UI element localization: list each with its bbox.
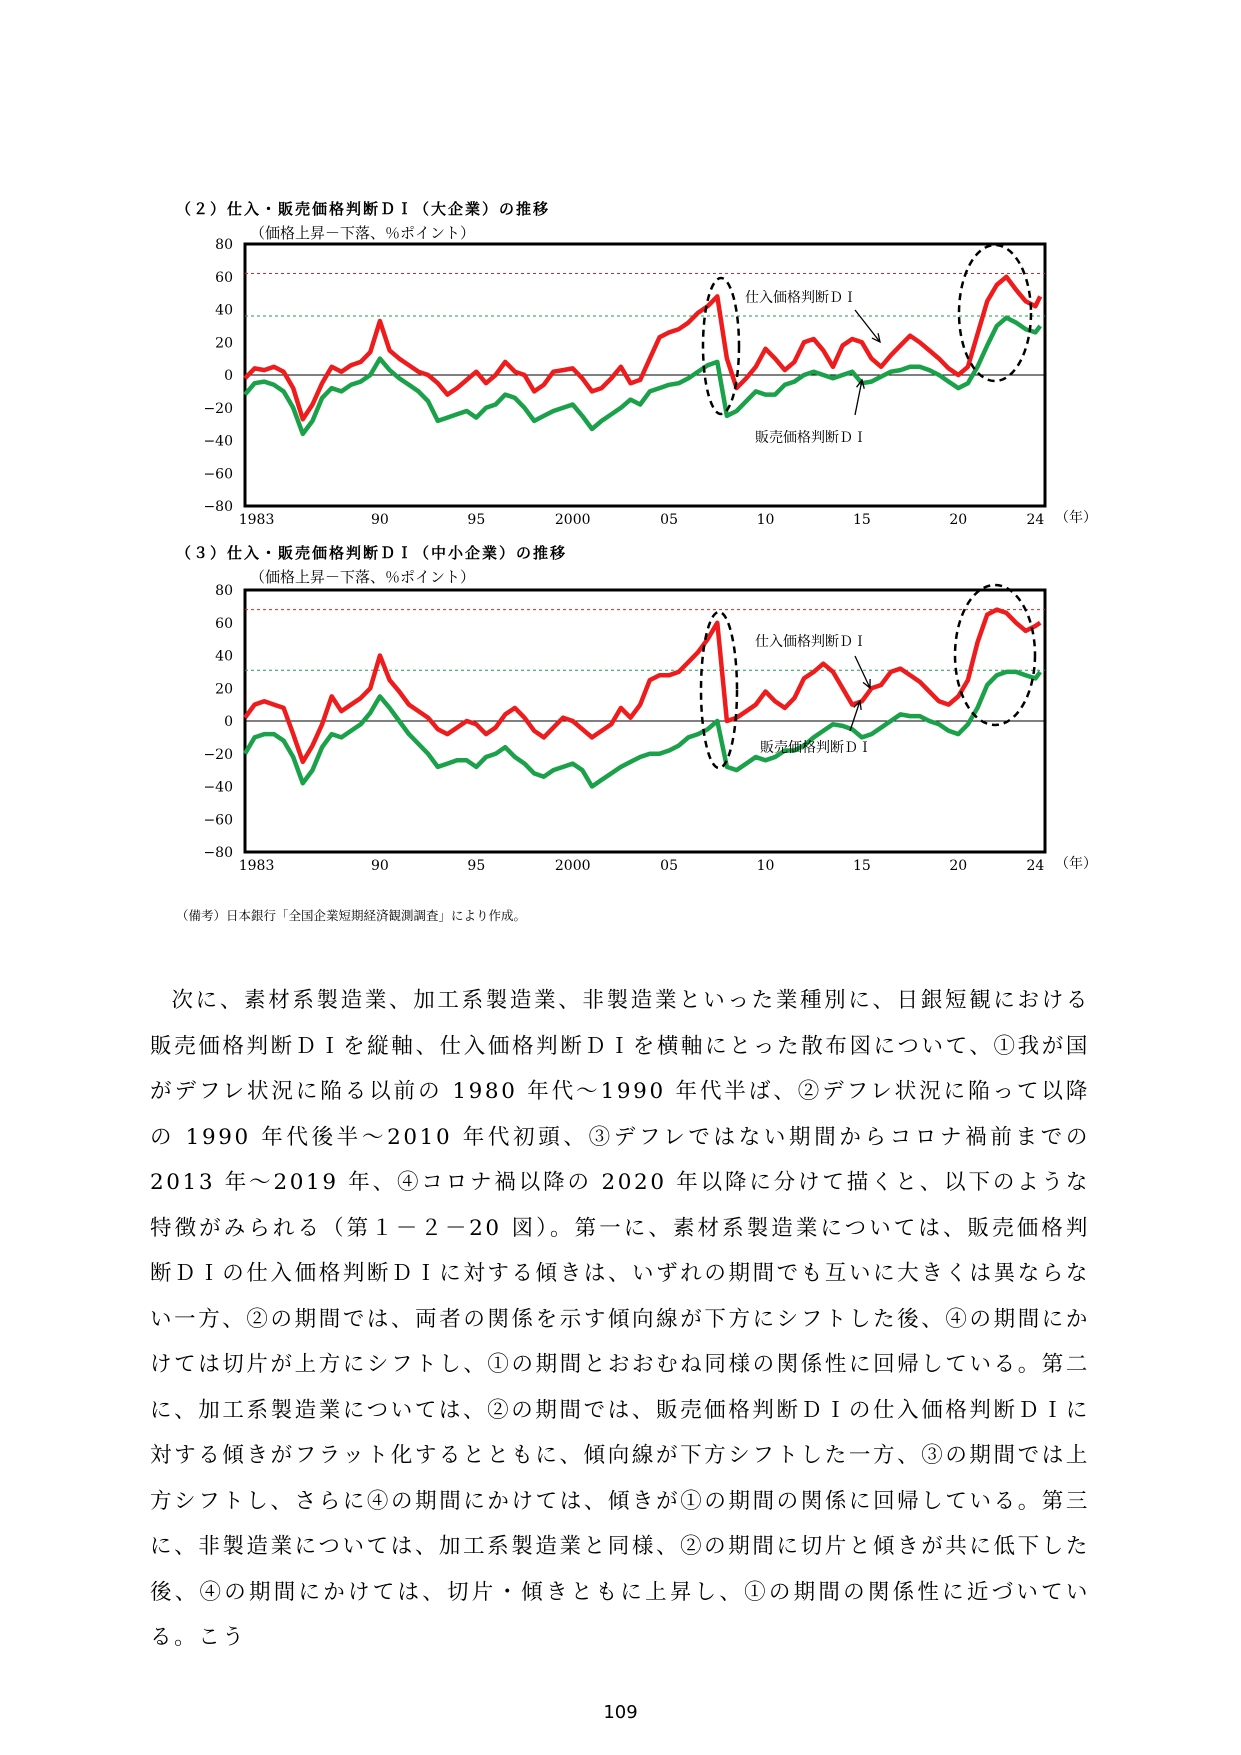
selling-di-label: 販売価格判断ＤＩ <box>760 740 872 756</box>
y-tick-label: −60 <box>203 466 233 483</box>
x-tick-label: 90 <box>371 512 389 528</box>
y-tick-label: 80 <box>215 237 233 253</box>
purchase-di-label: 仕入価格判断ＤＩ <box>745 290 857 306</box>
y-tick-label: −80 <box>203 499 233 515</box>
x-tick-label: 24 <box>1026 858 1045 874</box>
x-tick-label: 05 <box>660 512 679 528</box>
y-tick-label: 60 <box>215 269 233 286</box>
x-tick-label: 2000 <box>554 512 591 528</box>
x-tick-label: 10 <box>756 858 775 874</box>
y-tick-label: 20 <box>215 335 233 352</box>
x-tick-label: 90 <box>371 858 389 874</box>
selling-di-label: 販売価格判断ＤＩ <box>755 430 867 446</box>
chart-large-enterprises <box>190 230 1097 570</box>
body-text: 次に、素材系製造業、加工系製造業、非製造業といった業種別に、日銀短観における販売価格判断ＤＩを縦軸、仕入価格判断ＤＩを横軸にとった散布図について、①我が国がデフレ状況に陥る以前の 1980 年代～1990 年代半ば、②デフレ状況に陥って以降の 1990 年代後半～2010 年代初頭、③デフレではない期間からコロナ禍前までの 2013 年～2019 年、④コロナ禍以降の 2020 年以降に分けて描くと、以下のような特徴がみられる（第１－２－20 図）。第一に、素材系製造業については、販売価格判断ＤＩの仕入価格判断ＤＩに対する傾きは、いずれの期間でも互いに大きくは異ならない一方、②の期間では、両者の関係を示す傾向線が下方にシフトした後、④の期間にかけては切片が上方にシフトし、①の期間とおおむね同様の関係性に回帰している。第二に、加工系製造業については、②の期間では、販売価格判断ＤＩの仕入価格判断ＤＩに対する傾きがフラット化するとともに、傾向線が下方シフトした一方、③の期間では上方シフトし、さらに④の期間にかけては、傾きが①の期間の関係に回帰している。第三に、非製造業については、加工系製造業と同様、②の期間に切片と傾きが共に低下した後、④の期間にかけては、切片・傾きともに上昇し、①の期間の関係性に近づいている。こう <box>150 988 1090 1650</box>
chart-small-enterprises <box>190 576 1097 916</box>
x-axis-unit: （年） <box>1055 510 1097 526</box>
purchase-di-line <box>245 610 1040 762</box>
x-tick-label: 20 <box>949 858 968 874</box>
y-tick-label: −20 <box>203 400 233 417</box>
page-number: 109 <box>603 1702 638 1723</box>
x-tick-label: 1983 <box>238 858 275 874</box>
y-tick-label: −40 <box>203 779 233 796</box>
x-tick-label: 05 <box>660 858 679 874</box>
purchase-di-label: 仕入価格判断ＤＩ <box>755 634 867 650</box>
y-tick-label: −20 <box>203 746 233 763</box>
x-axis-unit: （年） <box>1055 856 1097 872</box>
x-tick-label: 15 <box>852 512 871 528</box>
x-tick-label: 24 <box>1026 512 1045 528</box>
source-note: （備考）日本銀行「全国企業短期経済観測調査」により作成。 <box>176 908 527 923</box>
x-tick-label: 1983 <box>238 512 275 528</box>
purchase-label-arrow <box>855 656 870 688</box>
selling-di-line <box>245 672 1040 787</box>
x-tick-label: 2000 <box>554 858 591 874</box>
chart-title-large: （２）仕入・販売価格判断ＤＩ（大企業）の推移 <box>176 200 551 218</box>
chart-title-small: （３）仕入・販売価格判断ＤＩ（中小企業）の推移 <box>176 544 568 562</box>
chart-unit-small: （価格上昇－下落、％ポイント） <box>250 568 476 586</box>
x-tick-label: 15 <box>852 858 871 874</box>
y-tick-label: −40 <box>203 433 233 450</box>
x-tick-label: 20 <box>949 512 968 528</box>
body-paragraph <box>150 978 1090 1661</box>
y-tick-label: −80 <box>203 845 233 861</box>
y-tick-label: 0 <box>224 714 233 730</box>
x-tick-label: 95 <box>467 858 486 874</box>
highlight-ellipse <box>955 585 1035 725</box>
y-tick-label: 0 <box>224 368 233 384</box>
y-tick-label: 20 <box>215 681 233 698</box>
x-tick-label: 10 <box>756 512 775 528</box>
x-tick-label: 95 <box>467 512 486 528</box>
y-tick-label: 60 <box>215 615 233 632</box>
y-tick-label: 40 <box>215 302 233 319</box>
y-tick-label: 80 <box>215 583 233 599</box>
purchase-label-arrow <box>855 310 880 342</box>
y-tick-label: −60 <box>203 812 233 829</box>
chart-unit-large: （価格上昇－下落、％ポイント） <box>250 224 476 242</box>
y-tick-label: 40 <box>215 648 233 665</box>
